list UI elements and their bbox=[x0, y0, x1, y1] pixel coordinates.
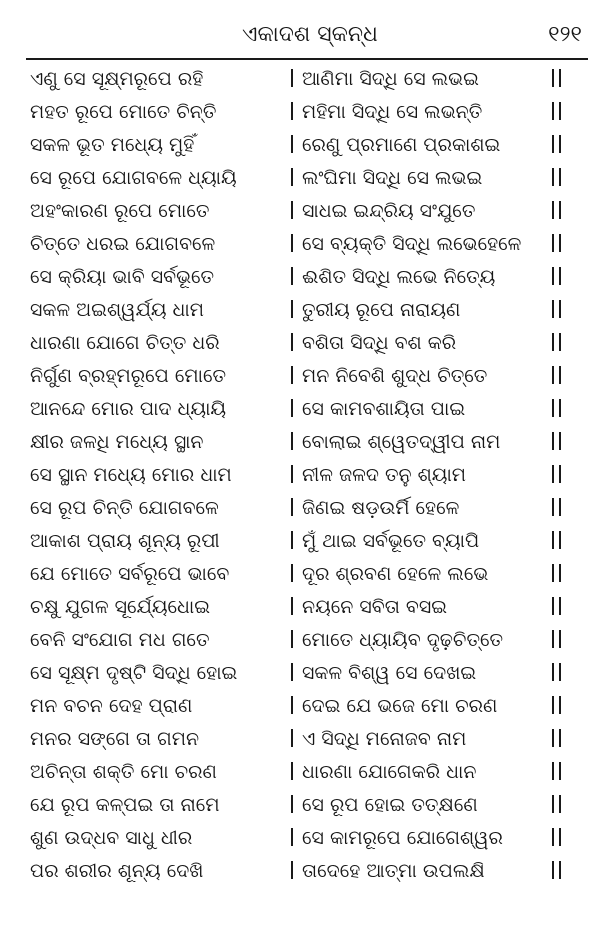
verse-first-half: ଅହଂକାରଣ ରୂପେ ମୋତେ bbox=[30, 200, 210, 222]
verse-row bbox=[0, 359, 600, 392]
double-danda bbox=[550, 860, 566, 880]
double-danda bbox=[550, 365, 566, 385]
verse-row bbox=[0, 227, 600, 260]
verse-row bbox=[0, 128, 600, 161]
verse-row bbox=[0, 326, 600, 359]
verse-first-half: ବେନି ସଂଯୋଗ ମଧ ଗତେ bbox=[30, 629, 210, 651]
single-danda bbox=[290, 794, 296, 814]
verse-row bbox=[0, 722, 600, 755]
verse-second-half: ସକଳ ବିଶ୍ୱ ସେ ଦେଖଇ bbox=[302, 662, 477, 684]
single-danda bbox=[290, 695, 296, 715]
verse-second-half: ମନ ନିବେଶି ଶୁଦ୍ଧ ଚିତ୍ତେ bbox=[302, 365, 488, 387]
double-danda bbox=[550, 827, 566, 847]
double-danda bbox=[550, 629, 566, 649]
verse-row bbox=[0, 260, 600, 293]
verse-first-half: ଧାରଣା ଯୋଗେ ଚିତ୍ତ ଧରି bbox=[30, 332, 220, 354]
verse-second-half: ଏ ସିଦ୍ଧି ମନୋଜବ ନାମ bbox=[302, 728, 467, 750]
verse-first-half: ଯେ ମୋତେ ସର୍ବରୂପେ ଭାବେ bbox=[30, 563, 230, 585]
single-danda bbox=[290, 464, 296, 484]
verse-first-half: ମହତ ରୂପେ ମୋତେ ଚିନ୍ତି bbox=[30, 101, 217, 123]
verse-row bbox=[0, 491, 600, 524]
verse-first-half: କ୍ଷୀର ଜଳଧି ମଧ୍ୟେ ସ୍ଥାନ bbox=[30, 431, 204, 453]
header-rule bbox=[26, 58, 588, 60]
double-danda bbox=[550, 266, 566, 286]
verse-second-half: ଧାରଣା ଯୋଗେକରି ଧାନ bbox=[302, 761, 477, 783]
verse-second-half: ରେଣୁ ପ୍ରମାଣେ ପ୍ରକାଶଇ bbox=[302, 134, 501, 156]
verse-row bbox=[0, 788, 600, 821]
verse-row bbox=[0, 194, 600, 227]
single-danda bbox=[290, 101, 296, 121]
verse-first-half: ସେ ସ୍ଥାନ ମଧ୍ୟେ ମୋର ଧାମ bbox=[30, 464, 232, 486]
verse-row bbox=[0, 524, 600, 557]
double-danda bbox=[550, 761, 566, 781]
verse-second-half: ଜିଣଇ ଷଡ଼ଉର୍ମି ହେଳେ bbox=[302, 497, 460, 519]
verse-second-half: ଲଂଘିମା ସିଦ୍ଧି ସେ ଲଭଇ bbox=[302, 167, 483, 189]
verse-first-half: ଶୁଣ ଉଦ୍ଧବ ସାଧୁ ଧୀର bbox=[30, 827, 193, 849]
verse-row bbox=[0, 623, 600, 656]
verse-row bbox=[0, 95, 600, 128]
verse-first-half: ସେ ରୂପ ଚିନ୍ତି ଯୋଗବଳେ bbox=[30, 497, 219, 519]
single-danda bbox=[290, 728, 296, 748]
verse-first-half: ଯେ ରୂପ କଳ୍ପଇ ତା ନାମେ bbox=[30, 794, 220, 816]
verse-row bbox=[0, 557, 600, 590]
verse-first-half: ସକଳ ଅଇଶ୍ୱର୍ଯ୍ୟ ଧାମ bbox=[30, 299, 204, 321]
verse-second-half: ବୋଲାଇ ଶ୍ୱେତଦ୍ୱୀପ ନାମ bbox=[302, 431, 501, 453]
single-danda bbox=[290, 266, 296, 286]
single-danda bbox=[290, 827, 296, 847]
verse-first-half: ଚିତ୍ତେ ଧରଇ ଯୋଗବଳେ bbox=[30, 233, 216, 255]
verse-first-half: ପର ଶରୀର ଶୂନ୍ୟ ଦେଖି bbox=[30, 860, 204, 882]
verse-first-half: ଅଚିନ୍ତା ଶକ୍ତି ମୋ ଚରଣ bbox=[30, 761, 217, 783]
single-danda bbox=[290, 332, 296, 352]
verse-first-half: ମନ ବଚନ ଦେହ ପ୍ରାଣ bbox=[30, 695, 193, 717]
verse-first-half: ସେ କ୍ରିୟା ଭାବି ସର୍ବଭୂତେ bbox=[30, 266, 215, 288]
verse-row bbox=[0, 689, 600, 722]
single-danda bbox=[290, 497, 296, 517]
verse-row bbox=[0, 161, 600, 194]
chapter-title: ଏକାଦଶ ସ୍କନ୍ଧ bbox=[242, 22, 378, 47]
verse-row bbox=[0, 821, 600, 854]
single-danda bbox=[290, 299, 296, 319]
single-danda bbox=[290, 662, 296, 682]
single-danda bbox=[290, 860, 296, 880]
single-danda bbox=[290, 596, 296, 616]
double-danda bbox=[550, 728, 566, 748]
verse-second-half: ସେ ରୂପ ହୋଇ ତତ୍‌କ୍ଷଣେ bbox=[302, 794, 478, 816]
double-danda bbox=[550, 695, 566, 715]
verse-list bbox=[0, 62, 600, 887]
verse-second-half: ଦୂର ଶ୍ରବଣ ହେଳେ ଲଭେ bbox=[302, 563, 489, 585]
double-danda bbox=[550, 167, 566, 187]
verse-first-half: ନିର୍ଗୁଣ ବ୍ରହ୍ମରୂପେ ମୋତେ bbox=[30, 365, 227, 387]
verse-second-half: ତୁରୀୟ ରୂପେ ନାରାୟଣ bbox=[302, 299, 461, 321]
verse-first-half: ଚକ୍ଷୁ ଯୁଗଳ ସୂର୍ଯ୍ୟେଧୋଇ bbox=[30, 596, 211, 618]
verse-row bbox=[0, 854, 600, 887]
verse-row bbox=[0, 293, 600, 326]
verse-second-half: ତାଦେହେ ଆତ୍ମା ଉପଲକ୍ଷି bbox=[302, 860, 485, 882]
single-danda bbox=[290, 530, 296, 550]
double-danda bbox=[550, 662, 566, 682]
verse-second-half: ବଶିତା ସିଦ୍ଧି ବଶ କରି bbox=[302, 332, 457, 354]
verse-row bbox=[0, 458, 600, 491]
single-danda bbox=[290, 431, 296, 451]
double-danda bbox=[550, 497, 566, 517]
verse-row bbox=[0, 755, 600, 788]
double-danda bbox=[550, 68, 566, 88]
single-danda bbox=[290, 68, 296, 88]
verse-second-half: ସେ ବ୍ୟକ୍ତି ସିଦ୍ଧି ଲଭେହେଳେ bbox=[302, 233, 522, 255]
double-danda bbox=[550, 200, 566, 220]
verse-row bbox=[0, 656, 600, 689]
verse-second-half: ନୀଳ ଜଳଦ ତନୁ ଶ୍ୟାମ bbox=[302, 464, 466, 486]
verse-first-half: ସେ ରୂପେ ଯୋଗବଳେ ଧ୍ୟାୟି bbox=[30, 167, 237, 189]
single-danda bbox=[290, 761, 296, 781]
double-danda bbox=[550, 431, 566, 451]
verse-second-half: ମହିମା ସିଦ୍ଧି ସେ ଲଭନ୍ତି bbox=[302, 101, 483, 123]
double-danda bbox=[550, 464, 566, 484]
single-danda bbox=[290, 365, 296, 385]
single-danda bbox=[290, 398, 296, 418]
verse-first-half: ଆନନ୍ଦେ ମୋର ପାଦ ଧ୍ୟାୟି bbox=[30, 398, 227, 420]
verse-second-half: ନୟନେ ସବିତା ବସଇ bbox=[302, 596, 448, 618]
double-danda bbox=[550, 596, 566, 616]
double-danda bbox=[550, 563, 566, 583]
double-danda bbox=[550, 233, 566, 253]
double-danda bbox=[550, 101, 566, 121]
verse-second-half: ମୁଁ ଥାଇ ସର୍ବଭୂତେ ବ୍ୟାପି bbox=[302, 530, 480, 552]
single-danda bbox=[290, 233, 296, 253]
verse-second-half: ଆଣିମା ସିଦ୍ଧି ସେ ଲଭଇ bbox=[302, 68, 479, 90]
verse-second-half: ସେ କାମବଶାୟିତା ପାଇ bbox=[302, 398, 466, 420]
verse-first-half: ମନର ସଙ୍ଗେ ତା ଗମନ bbox=[30, 728, 200, 750]
single-danda bbox=[290, 134, 296, 154]
double-danda bbox=[550, 332, 566, 352]
verse-first-half: ସକଳ ଭୂତ ମଧ୍ୟେ ମୁହିଁ bbox=[30, 134, 195, 156]
double-danda bbox=[550, 794, 566, 814]
single-danda bbox=[290, 200, 296, 220]
double-danda bbox=[550, 299, 566, 319]
page-number: ୧୨୧ bbox=[548, 22, 582, 47]
verse-second-half: ସାଧଇ ଇନ୍ଦ୍ରିୟ ସଂଯୁତେ bbox=[302, 200, 476, 222]
single-danda bbox=[290, 629, 296, 649]
single-danda bbox=[290, 563, 296, 583]
double-danda bbox=[550, 134, 566, 154]
verse-second-half: ମୋତେ ଧ୍ୟାୟିବ ଦୃଢ଼ଚିତ୍ତେ bbox=[302, 629, 504, 651]
verse-second-half: ସେ କାମରୂପେ ଯୋଗେଶ୍ୱର bbox=[302, 827, 503, 849]
verse-first-half: ସେ ସୂକ୍ଷ୍ମ ଦୃଷ୍ଟି ସିଦ୍ଧି ହୋଇ bbox=[30, 662, 238, 684]
verse-row bbox=[0, 392, 600, 425]
verse-first-half: ଆକାଶ ପ୍ରାୟ ଶୂନ୍ୟ ରୂପୀ bbox=[30, 530, 220, 552]
single-danda bbox=[290, 167, 296, 187]
verse-row bbox=[0, 62, 600, 95]
verse-second-half: ଦେଇ ଯେ ଭଜେ ମୋ ଚରଣ bbox=[302, 695, 498, 717]
verse-second-half: ଈଶିତ ସିଦ୍ଧି ଲଭେ ନିତ୍ୟେ bbox=[302, 266, 496, 288]
verse-first-half: ଏଣୁ ସେ ସୂକ୍ଷ୍ମରୂପେ ରହି bbox=[30, 68, 204, 90]
double-danda bbox=[550, 398, 566, 418]
double-danda bbox=[550, 530, 566, 550]
verse-row bbox=[0, 425, 600, 458]
page-header bbox=[0, 0, 600, 56]
verse-row bbox=[0, 590, 600, 623]
